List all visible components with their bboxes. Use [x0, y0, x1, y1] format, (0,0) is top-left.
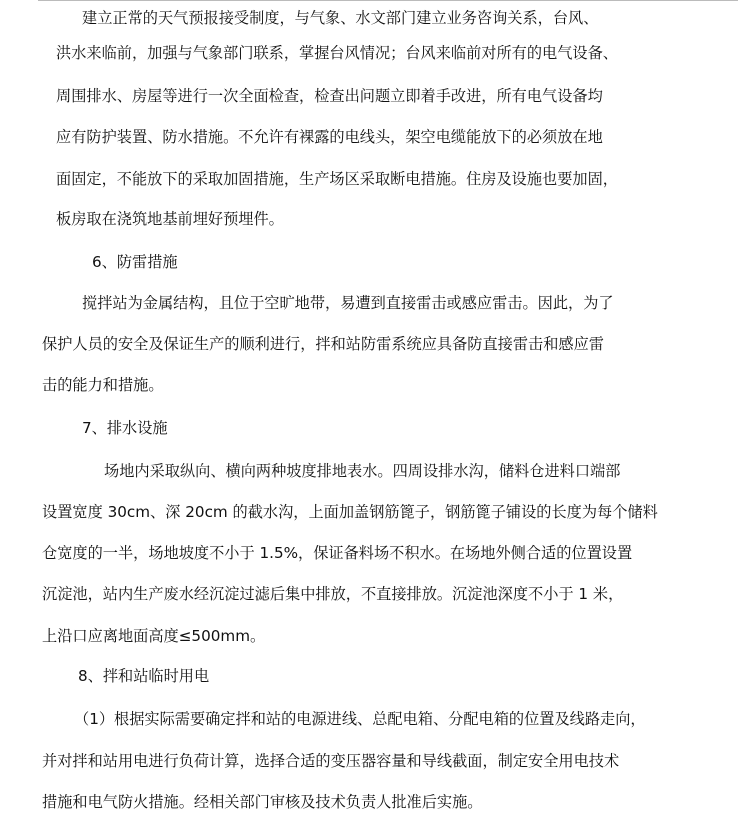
paragraph-line: 搅拌站为金属结构，且位于空旷地带，易遭到直接雷击或感应雷击。因此，为了	[82, 294, 614, 312]
paragraph-line: 上沿口应离地面高度≤500mm。	[42, 627, 266, 645]
paragraph-line: 建立正常的天气预报接受制度，与气象、水文部门建立业务咨询关系，台风、	[82, 9, 599, 27]
section-heading-power: 8、拌和站临时用电	[78, 667, 210, 685]
paragraph-line: 仓宽度的一半，场地坡度不小于 1.5%，保证备料场不积水。在场地外侧合适的位置设置	[42, 544, 633, 562]
paragraph-line: 板房取在浇筑地基前埋好预埋件。	[56, 210, 284, 228]
paragraph-line: 沉淀池，站内生产废水经沉淀过滤后集中排放，不直接排放。沉淀池深度不小于 1 米，	[42, 585, 624, 603]
section-heading-lightning: 6、防雷措施	[92, 253, 178, 271]
paragraph-line: 设置宽度 30cm、深 20cm 的截水沟，上面加盖钢筋篦子，钢筋篦子铺设的长度为每个储料	[42, 503, 658, 521]
paragraph-line: 保护人员的安全及保证生产的顺利进行，拌和站防雷系统应具备防直接雷击和感应雷	[42, 335, 604, 353]
paragraph-line: 面固定，不能放下的采取加固措施，生产场区采取断电措施。住房及设施也要加固，	[56, 170, 618, 188]
paragraph-line: （1）根据实际需要确定拌和站的电源进线、总配电箱、分配电箱的位置及线路走向，	[74, 710, 646, 728]
paragraph-line: 并对拌和站用电进行负荷计算，选择合适的变压器容量和导线截面，制定安全用电技术	[42, 752, 620, 770]
section-heading-drainage: 7、排水设施	[82, 419, 168, 437]
paragraph-line: 场地内采取纵向、横向两种坡度排地表水。四周设排水沟，储料仓进料口端部	[104, 462, 621, 480]
paragraph-line: 应有防护装置、防水措施。不允许有裸露的电线头，架空电缆能放下的必须放在地	[56, 128, 603, 146]
paragraph-line: 周围排水、房屋等进行一次全面检查，检查出问题立即着手改进，所有电气设备均	[56, 87, 603, 105]
paragraph-line: 击的能力和措施。	[42, 376, 164, 394]
paragraph-line: 洪水来临前，加强与气象部门联系，掌握台风情况；台风来临前对所有的电气设备、	[56, 44, 618, 62]
paragraph-line: 措施和电气防火措施。经相关部门审核及技术负责人批准后实施。	[42, 793, 483, 811]
